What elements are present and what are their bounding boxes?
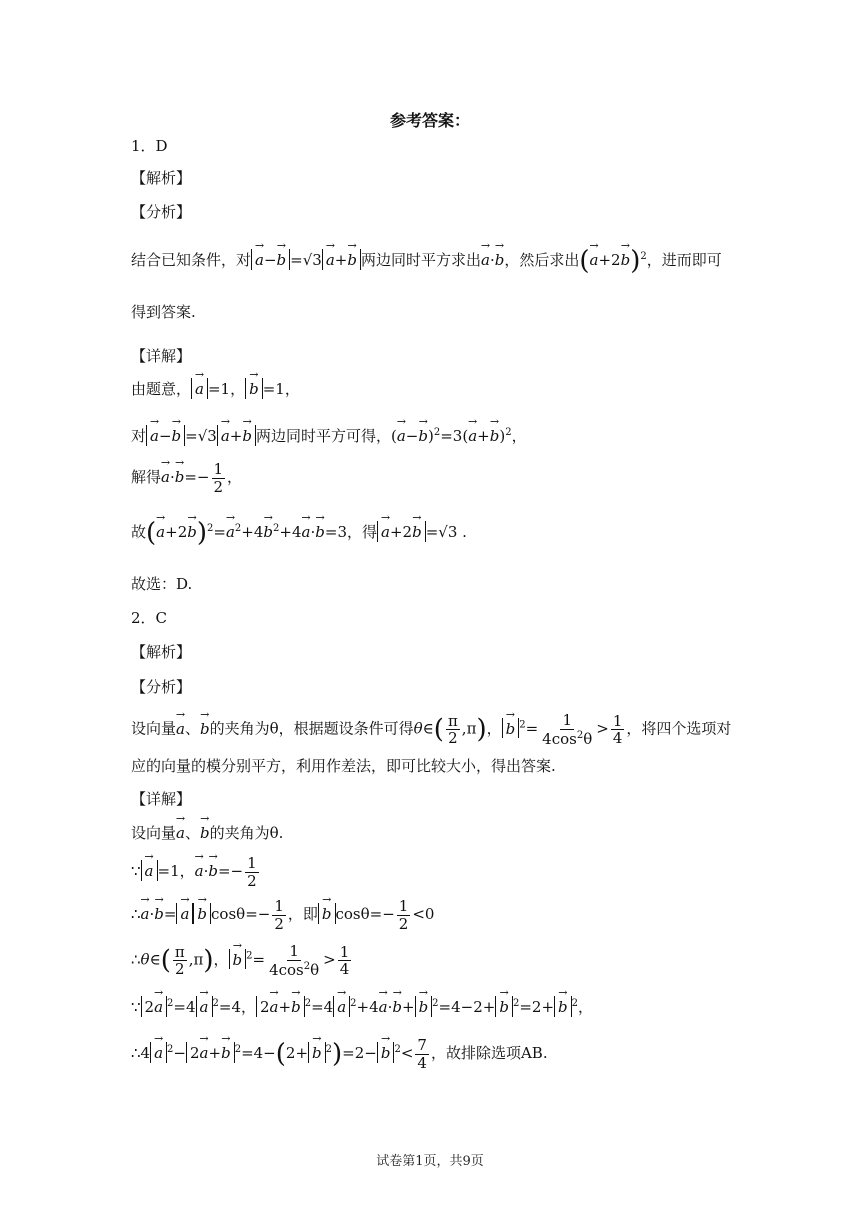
q2-analysis-line2: 应的向量的模分别平方，利用作差法，即可比较大小，得出答案.	[131, 757, 556, 775]
q1-fenxi-label: 【分析】	[131, 203, 192, 221]
q2-heading: 2．C	[131, 609, 168, 627]
q1-answer: 故选：D.	[131, 575, 193, 593]
q2-analysis-line1: 设向量→ a、→ b的夹角为θ，根据题设条件可得θ∈( $\frac{\pi}{2}$ ,π)，→ b $^2$= $\frac{1}{4\cos^2\theta}$ > $\frac{1}{4}$ ，将四个选项对	[131, 712, 731, 747]
page-footer: 试卷第1页，共9页	[376, 1154, 484, 1169]
q1-heading: 1．D	[131, 137, 168, 155]
q2-step1: 设向量→ a、→ b的夹角为θ.	[131, 822, 283, 842]
q2-step2: ∵→ a =1，→ a·→ b=− $\frac{1}{2}$	[131, 855, 261, 889]
q1-xiangjie-label: 【详解】	[131, 347, 192, 365]
q2-step4: ∴θ∈( $\frac{\pi}{2}$ ,π)，→ b $^2$= $\frac{1}{4\cos^2\theta}$ > $\frac{1}{4}$	[131, 943, 353, 978]
q2-jiexi-label: 【解析】	[131, 643, 192, 661]
q2-fenxi-label: 【分析】	[131, 678, 192, 696]
q1-step2: 对→ a−→ b =√3→ a+→ b 两边同时平方可得，(→ $a-\to b)^2=3(\to a+\to b)^2$，	[131, 425, 527, 446]
q2-xiangjie-label: 【详解】	[131, 790, 192, 808]
q1-step4: 故(→ $a+2\to b)^2=\to a^2+4\to b^2+4\to a\cdot\to b=3$，得→ a+2→ b =√3 .	[131, 520, 467, 546]
q1-jiexi-label: 【解析】	[131, 169, 192, 187]
q1-step3: 解得→ a·→ b=− $\frac{1}{2}$ ，	[131, 461, 242, 495]
q1-analysis-line2: 得到答案.	[131, 303, 196, 321]
page-title: 参考答案：	[389, 111, 470, 130]
q1-step1: 由题意，→ a =1，→ b =1，	[131, 378, 300, 399]
q1-analysis-line1: 结合已知条件，对→ a−→ b =√3→ a+→ b 两边同时平方求出→ a·→ b，然后求出(→ a+2→ b)$^2$，进而即可	[131, 248, 722, 274]
q2-step6: ∴4→ a $^2$− 2→ a+→ b $^2$=4−(2+→ b $^2$)=2−→ b $^2$< $\frac{7}{4}$ ，故排除选项AB.	[131, 1037, 548, 1071]
q2-step3: ∴→ a·→ b=→ a→ b cosθ=− $\frac{1}{2}$ ，即→ b cosθ=− $\frac{1}{2}$ <0	[131, 898, 434, 932]
q2-step5: ∵ 2→ a $^2$=4→ a $^2$=4， 2→ a+→ b $^2$=4→ a $^2$+4→ a·→ b+→ b $^2$=4−2+→ b $^2$=2+→ b $^2$，	[131, 996, 593, 1017]
